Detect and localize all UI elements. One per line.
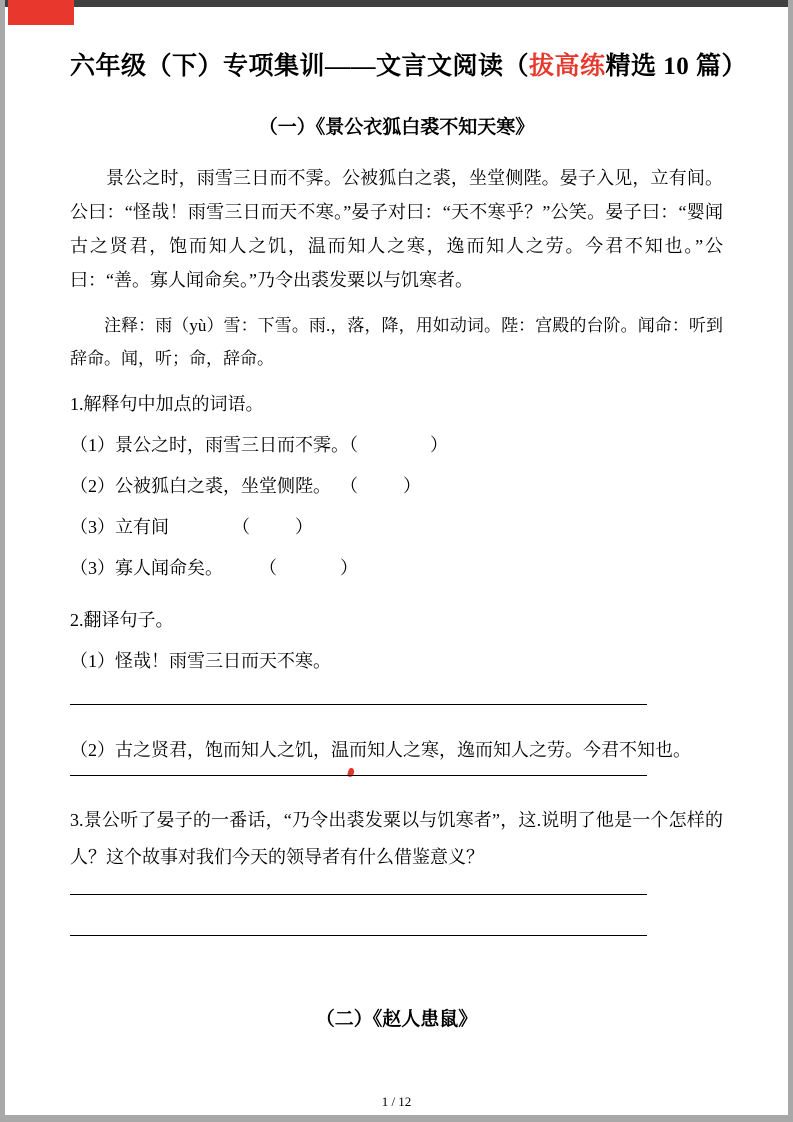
answer-line (70, 894, 647, 895)
question2-item-2: （2）古之贤君，饱而知人之饥，温而知人之寒，逸而知人之劳。今君不知也。 (70, 740, 691, 760)
title-suffix: 精选 10 篇） (605, 53, 748, 80)
bottom-edge-bar (0, 1115, 793, 1122)
question1-item-2: （2）公被狐白之裘，坐堂侧陛。 （ ） (70, 476, 421, 496)
answer-line (70, 935, 647, 936)
section1-heading: （一）《景公衣狐白裘不知天寒》 (258, 117, 535, 138)
title-prefix: 六年级（下）专项集训——文言文阅读（ (70, 53, 530, 80)
question2-item-1: （1）怪哉！雨雪三日而天不寒。 (70, 651, 331, 671)
passage-notes: 注释：雨（yù）雪：下雪。雨.，落，降，用如动词。陛：宫殿的台阶。闻命：听到辞命。闻，听；命，辞命。 (70, 316, 723, 368)
question2-label: 2.翻译句子。 (70, 610, 174, 630)
question1-item-4: （3）寡人闻命矣。 （ ） (70, 558, 358, 578)
question1-item-3: （3）立有间 （ ） (70, 517, 313, 537)
document-title (70, 46, 748, 82)
answer-line (70, 704, 647, 705)
answer-line (70, 775, 647, 776)
section2-heading: （二）《赵人患鼠》 (315, 1009, 478, 1030)
page-number: 1 / 12 (381, 1094, 412, 1109)
question1-item-1: （1）景公之时，雨雪三日而不霁。（ ） (70, 435, 448, 455)
classical-passage: 景公之时，雨雪三日而不霁。公被狐白之裘，坐堂侧陛。晏子入见，立有间。公曰：“怪哉！雨雪三日而天不寒。”晏子对曰：“天不寒乎？”公笑。晏子曰：“婴闻古之贤君，饱而知人之饥，温而知人之寒，逸而知人之劳。今君不知也。”公曰：“善。寡人闻命矣。”乃令出裘发粟以与饥寒者。 (70, 168, 723, 290)
title-highlight: 拔高练 (529, 53, 606, 80)
question3-text: 3.景公听了晏子的一番话，“乃令出裘发粟以与饥寒者”，这.说明了他是一个怎样的人？这个故事对我们今天的领导者有什么借鉴意义？ (70, 810, 723, 867)
question1-label: 1.解释句中加点的词语。 (70, 394, 264, 414)
